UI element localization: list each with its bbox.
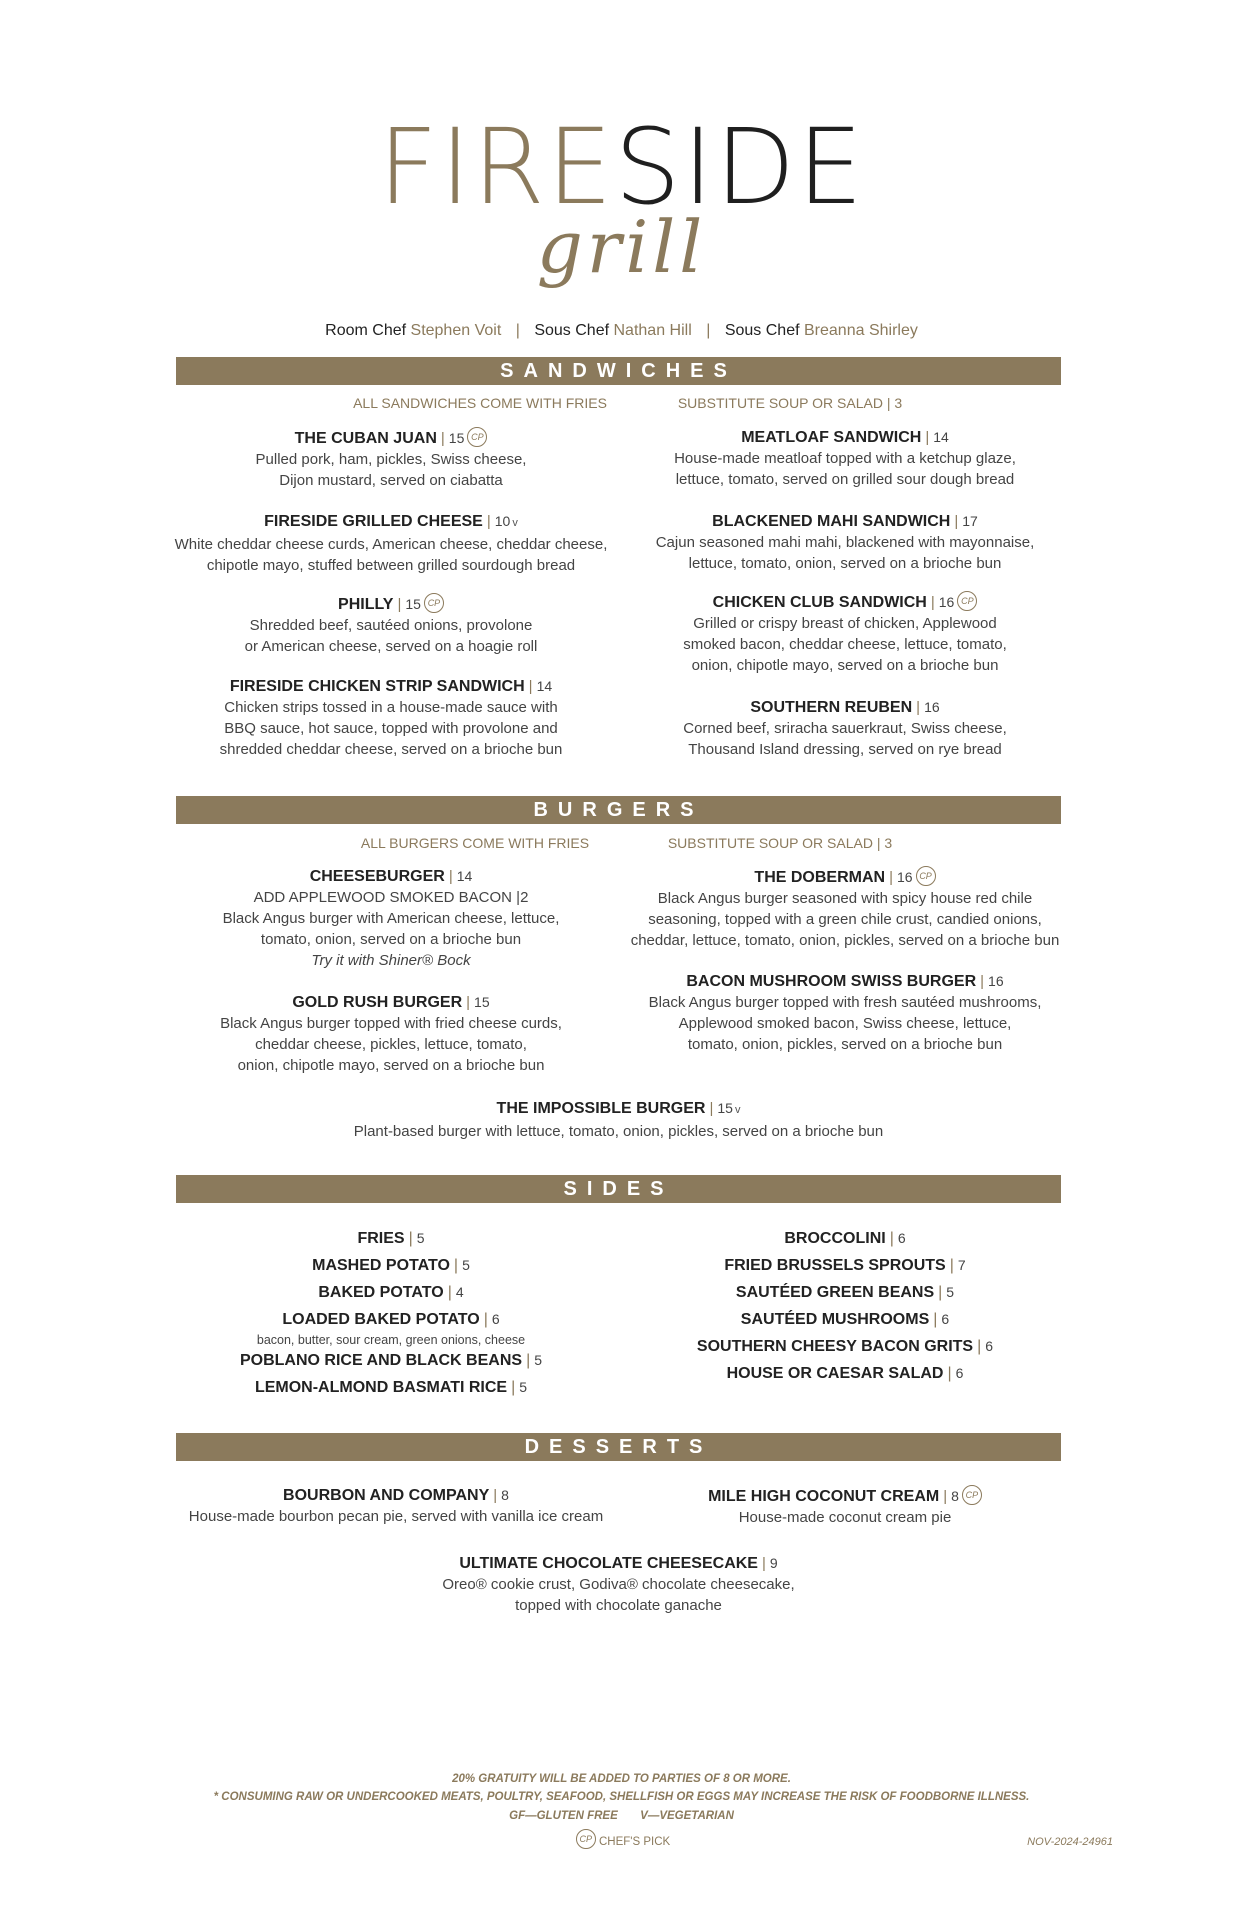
logo-fire: FIRE <box>378 106 615 228</box>
item-description: bacon, butter, sour cream, green onions, cheese <box>256 1333 526 1347</box>
item-title: SOUTHERN REUBEN <box>750 699 913 716</box>
sides-list-left <box>176 1225 606 1401</box>
item-price: 5 <box>946 1284 955 1300</box>
menu-item <box>176 1485 616 1527</box>
item-description: Oreo® cookie crust, Godiva® chocolate cheesecake, <box>442 1576 795 1593</box>
item-description: Applewood smoked bacon, Swiss cheese, lettuce, <box>678 1015 1012 1032</box>
gratuity-note: 20% GRATUITY WILL BE ADDED TO PARTIES OF 8 OR MORE. <box>452 1773 791 1785</box>
item-title: MILE HIGH COCONUT CREAM <box>708 1488 940 1505</box>
separator: | <box>933 1311 938 1328</box>
vegetarian-mark: v <box>512 517 518 529</box>
chef-role: Sous Chef <box>534 322 610 339</box>
item-price: 17 <box>962 513 978 529</box>
item-price: 16 <box>924 699 940 715</box>
separator: | <box>453 1257 459 1274</box>
item-price: 7 <box>957 1257 966 1273</box>
item-description: tomato, onion, pickles, served on a brioche bun <box>687 1036 1003 1053</box>
item-description: Thousand Island dressing, served on rye bread <box>688 741 1002 758</box>
separator: | <box>943 1488 948 1505</box>
logo <box>0 106 1243 289</box>
item-price: 9 <box>769 1555 778 1571</box>
item-title: LEMON-ALMOND BASMATI RICE <box>254 1379 508 1396</box>
item-description: BBQ sauce, hot sauce, topped with provolone and <box>224 720 558 737</box>
vegetarian-mark: v <box>734 1104 741 1116</box>
chef-role: Room Chef <box>325 322 407 339</box>
separator: | <box>977 1338 982 1355</box>
item-title: GOLD RUSH BURGER <box>292 994 463 1011</box>
separator: | <box>876 835 881 851</box>
chefs-pick-icon: CP <box>467 427 487 447</box>
item-title: BOURBON AND COMPANY <box>283 1487 490 1504</box>
item-price: 5 <box>534 1352 543 1368</box>
menu-item <box>176 1553 1061 1616</box>
separator: | <box>947 1365 952 1382</box>
item-title: PHILLY <box>338 596 394 613</box>
menu-item <box>176 593 606 657</box>
item-description: cheddar cheese, pickles, lettuce, tomato, <box>255 1036 527 1053</box>
item-description: seasoning, topped with a green chile crust, candied onions, <box>648 911 1042 928</box>
gluten-free-legend: GF—GLUTEN FREE <box>509 1810 618 1822</box>
item-price: 5 <box>462 1257 470 1273</box>
addon-label: ADD APPLEWOOD SMOKED BACON <box>253 889 512 906</box>
chefs-pick-label: CHEF'S PICK <box>598 1836 671 1848</box>
item-price: 14 <box>456 868 473 884</box>
item-title: MEATLOAF SANDWICH <box>741 429 922 446</box>
burgers-note-fries: ALL BURGERS COME WITH FRIES <box>360 835 590 851</box>
item-title: BLACKENED MAHI SANDWICH <box>712 513 951 530</box>
logo-side: SIDE <box>614 106 865 228</box>
item-title: SAUTÉED MUSHROOMS <box>740 1311 930 1328</box>
item-title: HOUSE OR CAESAR SALAD <box>726 1365 944 1382</box>
list-item <box>176 1225 606 1252</box>
note-price: 3 <box>894 395 903 411</box>
item-price: 6 <box>985 1338 994 1354</box>
item-price: 16 <box>938 594 955 610</box>
item-description: onion, chipotle mayo, served on a brioche bun <box>691 657 999 674</box>
separator: | <box>448 868 453 885</box>
item-title: LOADED BAKED POTATO <box>282 1311 480 1328</box>
list-item <box>176 1374 606 1401</box>
chef-name: Nathan Hill <box>613 322 692 339</box>
item-pairing: Try it with Shiner® Bock <box>311 952 471 969</box>
item-description: Black Angus burger seasoned with spicy house red chile <box>657 890 1033 907</box>
menu-item <box>176 992 606 1076</box>
item-price: 15 <box>474 994 490 1010</box>
note-price: 3 <box>884 835 893 851</box>
item-title: ULTIMATE CHOCOLATE CHEESECAKE <box>459 1555 758 1572</box>
menu-item <box>630 971 1060 1055</box>
item-description: onion, chipotle mayo, served on a brioche bun <box>237 1057 545 1074</box>
separator: | <box>397 596 402 613</box>
separator: | <box>706 322 711 339</box>
dietary-legend <box>0 1810 1243 1822</box>
chefs-pick-icon: CP <box>962 1485 982 1505</box>
list-item <box>630 1279 1060 1306</box>
section-header-sandwiches: SANDWICHES <box>176 357 1061 385</box>
logo-script: grill <box>536 205 707 289</box>
separator: | <box>761 1555 766 1572</box>
menu-item <box>630 1485 1060 1528</box>
item-description: House-made meatloaf topped with a ketchup glaze, <box>674 450 1016 467</box>
item-description: Black Angus burger topped with fresh sautéed mushrooms, <box>648 994 1042 1011</box>
item-description: chipotle mayo, stuffed between grilled sourdough bread <box>206 557 576 574</box>
separator: | <box>886 395 891 411</box>
menu-item <box>630 697 1060 760</box>
separator: | <box>440 430 445 447</box>
item-price: 6 <box>955 1365 964 1381</box>
separator: | <box>949 1257 954 1274</box>
item-description: lettuce, tomato, onion, served on a brioche bun <box>688 555 1002 572</box>
list-item <box>630 1306 1060 1333</box>
list-item <box>176 1306 606 1347</box>
list-item <box>176 1347 606 1374</box>
list-item <box>176 1252 606 1279</box>
chefs-pick-icon: CP <box>916 866 936 886</box>
item-title: FIRESIDE GRILLED CHEESE <box>264 513 483 530</box>
section-header-burgers: BURGERS <box>176 796 1061 824</box>
item-price: 16 <box>988 973 1004 989</box>
item-description: Corned beef, sriracha sauerkraut, Swiss cheese, <box>683 720 1007 737</box>
section-header-desserts: DESSERTS <box>176 1433 1061 1461</box>
item-title: THE IMPOSSIBLE BURGER <box>496 1100 706 1117</box>
item-price: 5 <box>416 1230 425 1246</box>
separator: | <box>486 513 491 530</box>
item-title: BROCCOLINI <box>784 1230 886 1247</box>
item-title: MASHED POTATO <box>312 1257 450 1274</box>
separator: | <box>528 678 533 695</box>
item-description: cheddar, lettuce, tomato, onion, pickles, served on a brioche bun <box>630 932 1060 949</box>
item-description: lettuce, tomato, served on grilled sour dough bread <box>675 471 1015 488</box>
item-title: SAUTÉED GREEN BEANS <box>735 1284 935 1301</box>
item-price: 5 <box>519 1379 528 1395</box>
separator: | <box>511 1379 516 1396</box>
separator: | <box>916 699 921 716</box>
health-warning: * CONSUMING RAW OR UNDERCOOKED MEATS, POULTRY, SEAFOOD, SHELLFISH OR EGGS MAY INCREASE THE RISK OF FOODBORNE ILLNESS. <box>213 1791 1030 1803</box>
sandwiches-note-substitute <box>640 395 940 411</box>
separator: | <box>447 1284 452 1301</box>
sides-list-right <box>630 1225 1060 1387</box>
list-item <box>630 1225 1060 1252</box>
item-addon <box>176 887 606 908</box>
item-price: 10 <box>494 513 511 529</box>
separator: | <box>516 889 521 906</box>
item-price: 8 <box>951 1488 959 1504</box>
list-item <box>630 1333 1060 1360</box>
separator: | <box>938 1284 943 1301</box>
item-price: 15 <box>717 1100 733 1116</box>
item-description: Black Angus burger with American cheese, lettuce, <box>222 910 560 927</box>
item-description: Black Angus burger topped with fried cheese curds, <box>220 1015 562 1032</box>
chef-name: Breanna Shirley <box>804 322 918 339</box>
item-description: smoked bacon, cheddar cheese, lettuce, tomato, <box>683 636 1007 653</box>
separator: | <box>980 973 985 990</box>
chefs-pick-icon: CP <box>424 593 444 613</box>
item-description: House-made coconut cream pie <box>738 1509 952 1526</box>
chef-name: Stephen Voit <box>410 322 502 339</box>
item-price: 15 <box>448 430 465 446</box>
chef-credits <box>0 322 1243 340</box>
item-description: Shredded beef, sautéed onions, provolone <box>249 617 533 634</box>
item-price: 6 <box>491 1311 500 1327</box>
separator: | <box>954 513 959 530</box>
item-price: 14 <box>536 678 553 694</box>
list-item <box>176 1279 606 1306</box>
menu-item <box>176 676 606 760</box>
item-title: CHICKEN CLUB SANDWICH <box>712 594 927 611</box>
separator: | <box>515 322 520 339</box>
menu-item <box>630 427 1060 490</box>
item-description: tomato, onion, served on a brioche bun <box>260 931 522 948</box>
item-price: 15 <box>405 596 421 612</box>
separator: | <box>493 1487 498 1504</box>
separator: | <box>483 1311 488 1328</box>
menu-code: NOV-2024-24961 <box>1027 1836 1113 1848</box>
item-title: BAKED POTATO <box>318 1284 444 1301</box>
separator: | <box>925 429 930 446</box>
item-description: White cheddar cheese curds, American cheese, cheddar cheese, <box>174 536 608 553</box>
menu-item <box>176 1098 1061 1142</box>
item-title: POBLANO RICE AND BLACK BEANS <box>239 1352 523 1369</box>
separator: | <box>889 1230 894 1247</box>
item-description: Dijon mustard, served on ciabatta <box>279 472 503 489</box>
item-price: 6 <box>897 1230 906 1246</box>
menu-item <box>176 427 606 491</box>
note-text: SUBSTITUTE SOUP OR SALAD <box>667 835 873 851</box>
item-price: 4 <box>455 1284 464 1300</box>
note-text: SUBSTITUTE SOUP OR SALAD <box>677 395 883 411</box>
sandwiches-note-fries: ALL SANDWICHES COME WITH FRIES <box>353 395 607 411</box>
separator: | <box>930 594 935 611</box>
item-description: Grilled or crispy breast of chicken, Applewood <box>693 615 997 632</box>
list-item <box>630 1360 1060 1387</box>
menu-item <box>630 591 1060 676</box>
item-description: House-made bourbon pecan pie, served with vanilla ice cream <box>188 1508 604 1525</box>
item-title: FRIES <box>357 1230 405 1247</box>
item-description: Plant-based burger with lettuce, tomato, onion, pickles, served on a brioche bun <box>353 1123 884 1140</box>
separator: | <box>466 994 471 1011</box>
item-title: CHEESEBURGER <box>309 868 445 885</box>
item-price: 14 <box>933 429 949 445</box>
menu-item <box>630 511 1060 574</box>
section-header-sides: SIDES <box>176 1175 1061 1203</box>
menu-item <box>620 866 1070 951</box>
item-title: THE CUBAN JUAN <box>294 430 437 447</box>
item-title: FRIED BRUSSELS SPROUTS <box>724 1257 946 1274</box>
separator: | <box>889 869 893 886</box>
item-price: 16 <box>897 869 913 885</box>
item-title: BACON MUSHROOM SWISS BURGER <box>686 973 977 990</box>
chef-role: Sous Chef <box>724 322 800 339</box>
menu-item <box>176 866 606 971</box>
item-description: shredded cheddar cheese, served on a brioche bun <box>219 741 563 758</box>
list-item <box>630 1252 1060 1279</box>
item-title: THE DOBERMAN <box>754 869 886 886</box>
item-title: FIRESIDE CHICKEN STRIP SANDWICH <box>229 678 525 695</box>
vegetarian-legend: V—VEGETARIAN <box>640 1810 734 1822</box>
item-price: 6 <box>941 1311 950 1327</box>
item-title: SOUTHERN CHEESY BACON GRITS <box>696 1338 974 1355</box>
menu-item <box>156 511 626 576</box>
separator: | <box>408 1230 413 1247</box>
burgers-note-substitute <box>630 835 930 851</box>
item-description: Cajun seasoned mahi mahi, blackened with mayonnaise, <box>655 534 1035 551</box>
chefs-pick-icon: CP <box>576 1829 596 1849</box>
logo-wordmark <box>0 106 1243 228</box>
separator: | <box>709 1100 714 1117</box>
item-description: Pulled pork, ham, pickles, Swiss cheese, <box>255 451 527 468</box>
chefs-pick-icon: CP <box>957 591 977 611</box>
item-description: Chicken strips tossed in a house-made sauce with <box>224 699 558 716</box>
addon-price: 2 <box>520 889 529 906</box>
separator: | <box>526 1352 531 1369</box>
item-price: 8 <box>501 1487 509 1503</box>
item-description: or American cheese, served on a hoagie roll <box>244 638 538 655</box>
item-description: topped with chocolate ganache <box>515 1597 722 1614</box>
